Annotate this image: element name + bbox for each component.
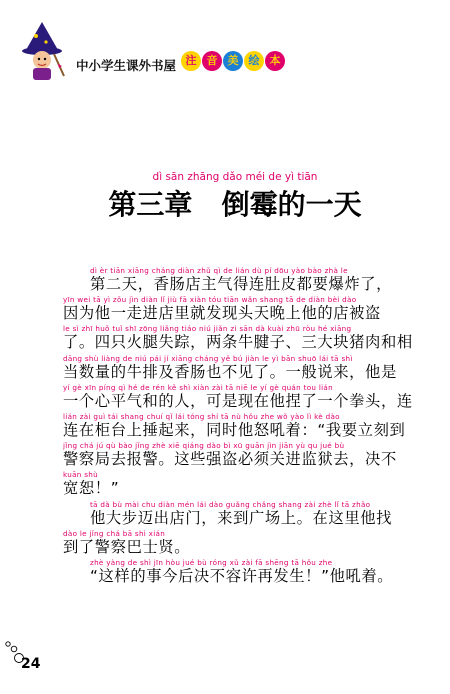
pinyin-annotation: yīn wei tā yì zǒu jìn diàn lǐ jiù fā xiàn tóu tiān wǎn shang tā de diàn bèi dào	[63, 295, 357, 305]
series-badge: 音	[202, 51, 222, 71]
chapter-title: 倒霉的一天	[221, 188, 362, 221]
pinyin-annotation: dāng shù liàng de niú pái jí xiāng cháng yě bú jiàn le yì bān shuō lái tā shì	[63, 353, 353, 363]
text-line	[63, 500, 435, 529]
chinese-text: 警察局去报警。这些强盗必须关进监狱去，决不	[63, 450, 397, 469]
chinese-text: 第二天，香肠店主气得连肚皮都要爆炸了，	[90, 275, 393, 293]
text-line	[63, 383, 435, 412]
text-line	[63, 412, 435, 441]
pinyin-annotation: tā dà bù mài chu diàn mén lái dào guǎng chǎng shang zài zhè lǐ tā zhǎo	[90, 499, 371, 509]
series-badge: 绘	[244, 51, 264, 71]
chinese-text: 到了警察巴士贤。	[63, 537, 191, 556]
text-line	[63, 529, 435, 558]
series-title: 中小学生课外书屋	[76, 58, 177, 73]
pinyin-annotation: dì èr tiān xiāng cháng diàn zhǔ qì de lián dù pí dōu yào bào zhà le	[90, 266, 348, 275]
series-badge: 注	[181, 51, 201, 71]
text-line	[63, 470, 435, 499]
pinyin-annotation: dào le jǐng chá bā shì xián	[63, 528, 166, 538]
pinyin-annotation: jǐng chá jú qù bào jǐng zhè xiē qiáng dào bì xū guān jìn jiān yù qu jué bù	[63, 441, 345, 451]
page-number: 24	[21, 656, 41, 672]
chinese-text: 连在柜台上捶起来，同时他怒吼着：“我要立刻到	[63, 420, 406, 439]
chinese-text: 了。四只火腿失踪，两条牛腱子、三大块猪肉和相	[63, 333, 413, 352]
chapter-body	[63, 266, 435, 587]
wizard-mascot-icon	[18, 20, 68, 82]
pinyin-annotation: le sì zhī huǒ tuǐ shī zōng liǎng tiáo niú jiǎn zi sān dà kuài zhū ròu hé xiāng	[63, 324, 352, 334]
series-header	[0, 20, 450, 80]
chapter-heading	[108, 183, 361, 223]
chinese-text: 他大步迈出店门，来到广场上。在这里他找	[90, 508, 393, 527]
pinyin-annotation: zhè yàng de shì jīn hòu jué bù róng xǔ zài fā shēng tā hǒu zhe	[90, 557, 333, 567]
pinyin-annotation: kuān shù	[63, 470, 98, 480]
chinese-text: 当数量的牛排及香肠也不见了。一般说来，他是	[63, 362, 397, 381]
chinese-text: “这样的事今后决不容许再发生！”他吼着。	[90, 566, 394, 585]
chinese-text: 因为他一走进店里就发现头天晚上他的店被盗	[63, 304, 381, 323]
text-line	[63, 295, 435, 324]
badge-row	[181, 50, 286, 74]
chinese-text: 宽恕！”	[63, 479, 120, 498]
text-line	[63, 324, 435, 353]
series-badge: 美	[223, 51, 243, 71]
text-line	[63, 441, 435, 470]
pinyin-annotation: lián zài guì tái shang chuí qǐ lái tóng shí tā nù hǒu zhe wǒ yào lì kè dào	[63, 411, 340, 421]
text-line	[63, 266, 435, 295]
series-badge: 本	[265, 51, 285, 71]
chinese-text: 一个心平气和的人，可是现在他捏了一个拳头，连	[63, 391, 413, 410]
chapter-pinyin: dì sān zhāng dǎo méi de yì tiān	[152, 171, 318, 183]
pinyin-annotation: yí gè xīn píng qì hé de rén kě shì xiàn zài tā niē le yí gè quán tou lián	[63, 382, 333, 392]
chapter-number: 第三章	[108, 188, 193, 221]
text-line	[63, 354, 435, 383]
text-line	[63, 558, 435, 587]
